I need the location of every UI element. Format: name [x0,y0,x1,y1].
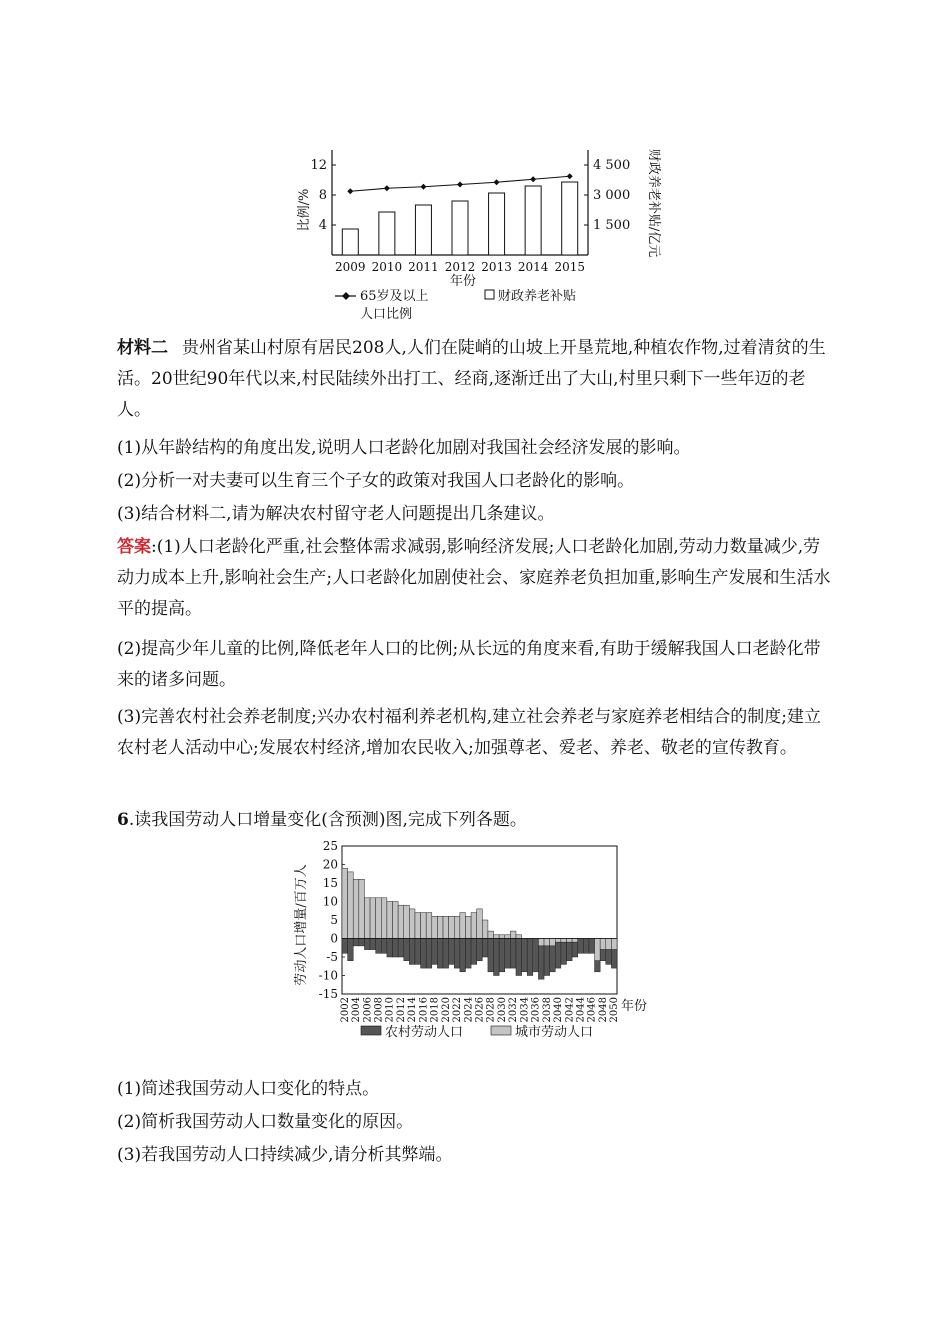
urban-labor-bar [409,909,415,939]
rural-labor-bar [353,939,359,946]
rural-labor-bar [533,939,539,972]
urban-labor-bar [482,920,488,939]
legend [361,1024,593,1040]
rural-labor-bar [370,939,376,950]
legend-rural-swatch [361,1026,381,1035]
subsidy-bar [562,182,578,255]
answer-text-1: :(1)人口老龄化严重,社会整体需求减弱,影响经济发展;人口老龄化加剧,劳动力数量减少,劳动力成本上升,影响社会生产;人口老龄化加剧使社会、家庭养老负担加重,影响生产发展和生活水平的提高。 [117,537,831,619]
x-tick-label: 2012 [395,997,407,1023]
rural-labor-bar [538,946,544,979]
x-tick-label: 2038 [541,997,553,1023]
y-tick-label: -15 [318,987,338,1001]
urban-labor-bar [348,872,354,939]
x-tick-label: 2034 [519,997,531,1023]
urban-labor-bar [398,905,404,938]
rural-labor-bar [437,939,443,969]
x-tick-label: 2042 [564,997,576,1023]
rural-labor-bar [488,939,494,972]
subsidy-bar [415,205,431,255]
rural-labor-bar [611,950,617,969]
y-tick-label: 10 [322,894,338,909]
aging-ratio-point [347,188,353,194]
x-tick-label: 2016 [418,997,430,1023]
y-axis-label: 劳动人口增量/百万人 [294,864,309,986]
x-tick-label: 2008 [373,997,385,1023]
rural-labor-bar [364,939,370,950]
urban-labor-bar [421,913,427,939]
urban-labor-bar [432,916,438,938]
y-tick-label: 25 [322,839,338,853]
urban-labor-bar [454,916,460,938]
answer-paragraph-3: (3)完善农村社会养老制度;兴办农村福利养老机构,建立社会养老与家庭养老相结合的制度;建立农村老人活动中心;发展农村经济,增加农民收入;加强尊老、爱老、养老、敬老的宣传教育。 [117,707,821,758]
urban-labor-bar [505,935,511,939]
rural-labor-bar [606,950,612,965]
rural-labor-bar [578,939,584,954]
rural-labor-bar [510,939,516,969]
urban-labor-bar [561,939,567,943]
aging-ratio-point [420,184,426,190]
question-6-text: .读我国劳动人口增量变化(含预测)图,完成下列各题。 [128,810,527,830]
subsidy-bar [525,186,541,255]
right-tick-label: 4 500 [593,158,631,173]
rural-labor-bar [555,942,561,968]
rural-labor-bar [348,939,354,961]
y-tick-label: -10 [318,968,338,983]
x-tick-label: 2014 [407,997,419,1023]
rural-labor-bar [449,939,455,965]
urban-labor-bar [342,868,348,938]
rural-labor-bar [426,939,432,969]
rural-labor-bar [454,939,460,969]
answer-paragraph-1 [117,532,837,625]
urban-labor-bar [471,913,477,939]
y-tick-label: 5 [330,913,338,927]
rural-labor-bar [381,939,387,954]
legend-urban-label: 城市劳动人口 [515,1025,594,1040]
x-tick-label: 2014 [517,260,549,274]
rural-labor-bar [589,939,595,954]
question-5-1: (1)从年龄结构的角度出发,说明人口老龄化加剧对我国社会经济发展的影响。 [117,438,691,458]
y-tick-label: 20 [322,857,338,872]
x-axis-label: 年份 [449,274,477,289]
x-tick-label: 2050 [609,997,621,1023]
x-tick-label: 2018 [429,997,441,1023]
legend-line-label: 65岁及以上 [360,289,429,304]
x-tick-label: 2010 [371,260,403,274]
urban-labor-bar [364,898,370,939]
y-tick-label: -5 [326,950,338,964]
question-5-3: (3)结合材料二,请为解决农村留守老人问题提出几条建议。 [117,504,555,524]
x-tick-label: 2032 [508,997,520,1023]
legend-bar-label: 财政养老补贴 [498,289,577,304]
material-label: 材料二 [117,338,168,358]
x-tick-label: 2022 [452,997,464,1023]
answer-label: 答案 [117,537,151,557]
rural-labor-bar [432,939,438,965]
answer-paragraph-2: (2)提高少年儿童的比例,降低老年人口的比例;从长远的角度来看,有助于缓解我国人口老龄化带来的诸多问题。 [117,639,821,690]
question-6-3: (3)若我国劳动人口持续减少,请分析其弊端。 [117,1145,453,1165]
urban-labor-bar [595,939,601,961]
rural-labor-bar [527,939,533,976]
urban-labor-bar [572,939,578,943]
x-tick-label: 2010 [384,997,396,1023]
urban-labor-bar [538,939,544,946]
rural-labor-bar [409,939,415,965]
urban-labor-bar [550,939,556,946]
y-tick-label: 0 [330,931,338,946]
x-tick-label: 2046 [586,997,598,1023]
aging-subsidy-chart [270,115,690,325]
rural-labor-bar [505,939,511,969]
urban-labor-bar [404,905,410,938]
rural-labor-bar [595,961,601,972]
x-tick-label: 2012 [444,260,476,274]
urban-labor-bar [359,879,365,938]
rural-labor-bar [522,939,528,972]
x-tick-label: 2009 [335,260,366,274]
urban-labor-bar [516,935,522,939]
legend-bar-swatch [485,290,494,299]
aging-ratio-point [567,173,573,179]
question-5-2: (2)分析一对夫妻可以生育三个子女的政策对我国人口老龄化的影响。 [117,471,635,491]
urban-labor-bar [544,939,550,946]
urban-labor-bar [393,902,399,939]
urban-labor-bar [381,898,387,939]
rural-labor-bar [566,942,572,961]
urban-labor-bar [415,913,421,939]
aging-ratio-point [530,176,536,182]
urban-labor-bar [555,939,561,943]
rural-labor-bar [494,939,500,976]
rural-labor-bar [471,939,477,965]
legend-line-marker [342,292,350,300]
material-text: 贵州省某山村原有居民208人,人们在陡峭的山坡上开垦荒地,种植农作物,过着清贫的生活。20世纪90年代以来,村民陆续外出打工、经商,逐渐迁出了大山,村里只剩下一些年迈的老人。 [117,338,826,420]
x-tick-label: 2002 [339,997,351,1023]
rural-labor-bar [544,946,550,976]
rural-labor-bar [398,939,404,958]
x-tick-label: 2024 [463,997,475,1023]
urban-labor-bar [477,909,483,939]
urban-labor-bar [611,939,617,950]
legend-rural-label: 农村劳动人口 [385,1025,464,1040]
urban-labor-bar [499,935,505,939]
rural-labor-bar [421,939,427,969]
subsidy-bar [489,193,505,255]
left-tick-label: 4 [318,218,327,233]
rural-labor-bar [415,939,421,965]
x-tick-label: 2044 [575,997,587,1023]
y-tick-label: 15 [322,876,338,890]
rural-labor-bar [465,939,471,969]
urban-labor-bar [443,916,449,938]
left-tick-label: 8 [318,188,327,203]
rural-labor-bar [387,939,393,958]
x-tick-label: 2036 [530,997,542,1023]
left-axis-label: 比例/% [297,188,312,232]
urban-labor-bar [460,913,466,939]
x-tick-label: 2015 [554,260,585,274]
legend-line-label-2: 人口比例 [360,307,413,322]
rural-labor-bar [359,939,365,946]
left-tick-label: 12 [310,158,327,173]
rural-labor-bar [393,939,399,958]
rural-labor-bar [342,939,348,954]
urban-labor-bar [488,931,494,938]
urban-labor-bar [387,902,393,939]
urban-labor-bar [510,931,516,938]
urban-labor-bar [566,939,572,943]
x-axis-label: 年份 [621,999,648,1014]
x-tick-label: 2040 [553,997,565,1023]
urban-labor-bar [426,913,432,939]
x-tick-label: 2013 [481,260,512,274]
x-tick-label: 2006 [362,997,374,1023]
rural-labor-bar [482,939,488,958]
x-tick-label: 2026 [474,997,486,1023]
question-6-number: 6 [117,810,129,830]
legend-urban-swatch [491,1026,511,1035]
rural-labor-bar [516,939,522,976]
subsidy-bar [379,212,395,255]
question-6-2: (2)简析我国劳动人口数量变化的原因。 [117,1112,414,1132]
subsidy-bar [452,201,468,255]
right-axis-label: 财政养老补贴/亿元 [646,148,661,258]
aging-ratio-point [457,182,463,188]
urban-labor-bar [437,916,443,938]
right-tick-label: 3 000 [593,188,631,203]
urban-labor-bar [376,898,382,939]
urban-labor-bar [465,916,471,938]
question-6-heading [117,805,837,836]
urban-labor-bar [606,939,612,950]
urban-labor-bar [353,879,359,938]
x-tick-label: 2004 [351,997,363,1023]
x-tick-label: 2028 [485,997,497,1023]
x-tick-label: 2048 [597,997,609,1023]
aging-ratio-point [384,185,390,191]
urban-labor-bar [449,916,455,938]
question-6-1: (1)简述我国劳动人口变化的特点。 [117,1079,380,1099]
rural-labor-bar [404,939,410,961]
rural-labor-bar [499,939,505,972]
rural-labor-bar [550,946,556,972]
rural-labor-bar [600,950,606,961]
x-tick-label: 2030 [496,997,508,1023]
subsidy-bar [342,229,358,255]
x-tick-label: 2011 [408,260,439,274]
urban-labor-bar [494,935,500,939]
rural-labor-bar [376,939,382,954]
rural-labor-bar [477,939,483,961]
labor-change-chart [285,838,685,1048]
rural-labor-bar [460,939,466,972]
rural-labor-bar [443,939,449,969]
x-tick-label: 2020 [440,997,452,1023]
legend [335,288,576,322]
right-tick-label: 1 500 [593,218,631,233]
urban-labor-bar [600,939,606,950]
aging-ratio-point [494,179,500,185]
rural-labor-bar [583,939,589,954]
rural-labor-bar [561,942,567,964]
rural-labor-bar [572,942,578,957]
urban-labor-bar [370,898,376,939]
material-two [117,333,837,426]
